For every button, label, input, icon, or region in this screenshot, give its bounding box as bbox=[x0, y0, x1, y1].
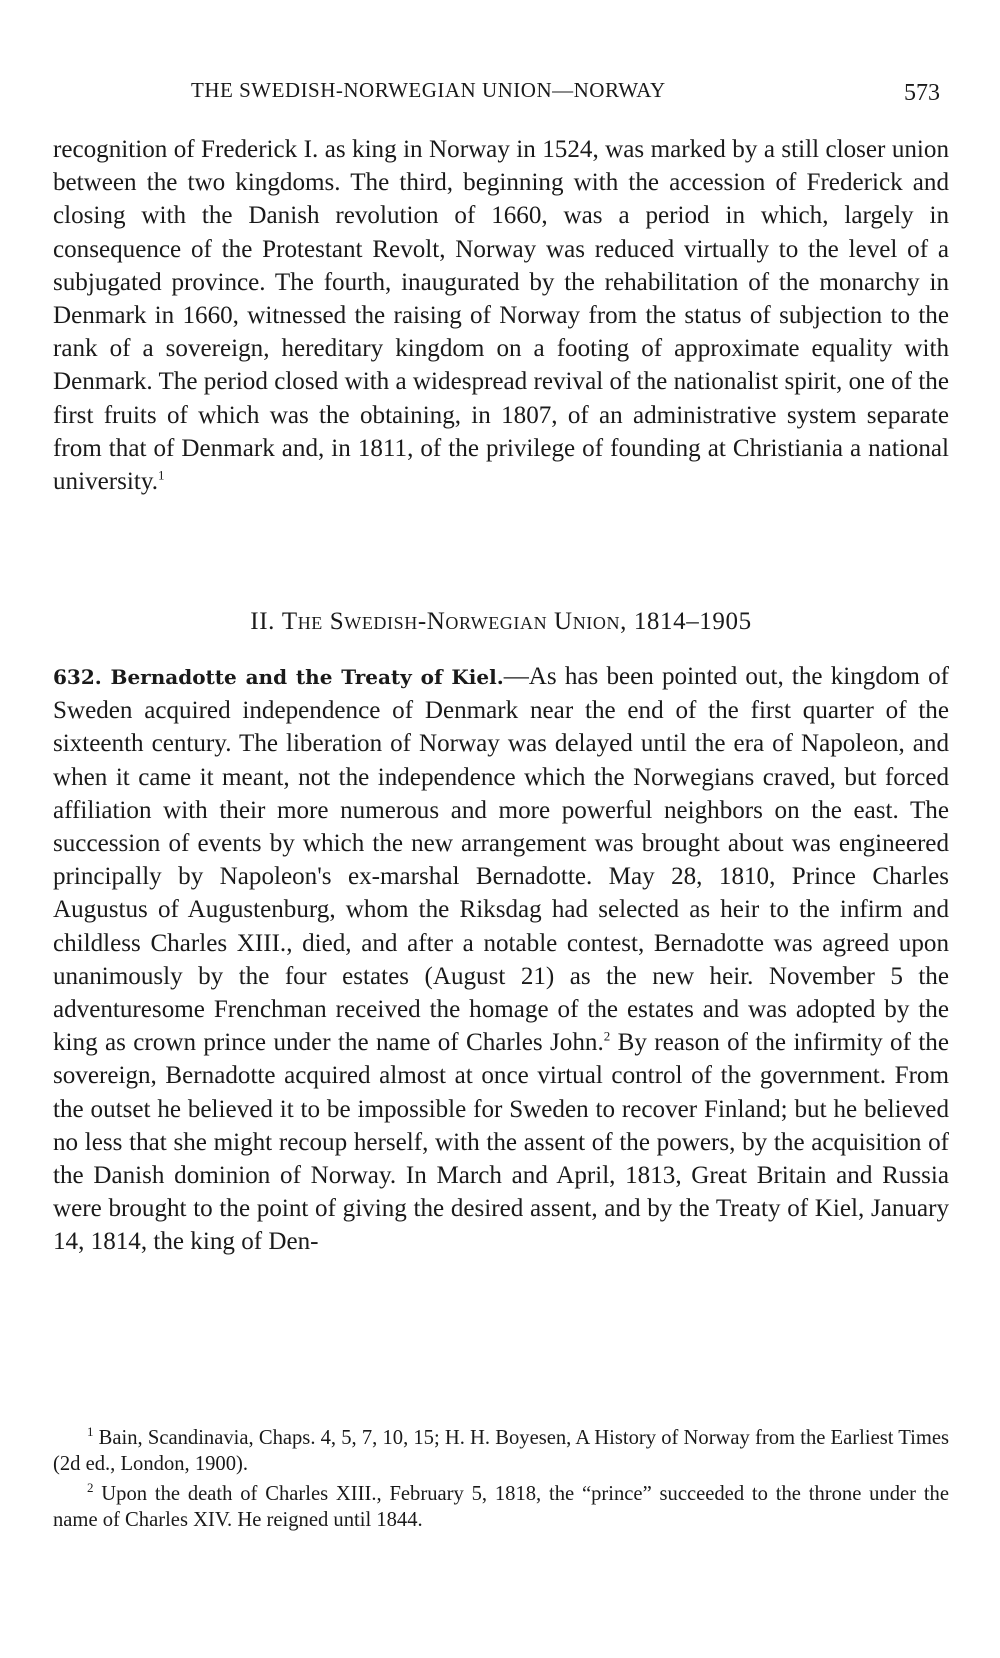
paragraph-heading: 632. Bernadotte and the Treaty of Kiel. bbox=[53, 665, 504, 689]
page-number: 573 bbox=[904, 80, 940, 106]
intro-paragraph bbox=[53, 133, 949, 498]
running-head bbox=[56, 78, 948, 108]
section-dates: 1814–1905 bbox=[633, 608, 752, 635]
footnote-ref-1: 1 bbox=[158, 467, 165, 483]
footnote-ref-2: 2 bbox=[603, 1028, 611, 1044]
footnote-2 bbox=[53, 1481, 949, 1533]
running-title: THE SWEDISH-NORWEGIAN UNION—NORWAY bbox=[191, 78, 666, 102]
intro-text: recognition of Frederick I. as king in Norway in 1524, was marked by a still closer union between the two kingdoms. The third, beginning with the accession of Frederick and closing with the Danish revolution of 1660, was a period in which, largely in consequence of the Protestant Revolt, Norway was reduced virtually to the level of a subjugated province. The fourth, inaugurated by the rehabilitation of the monarchy in Denmark in 1660, witnessed the raising of Norway from the status of subjection to the rank of a sovereign, hereditary kingdom on a footing of approximate equality with Denmark. The period closed with a widespread revival of the nationalist spirit, one of the first fruits of which was the obtaining, in 1807, of an administrative system separate from that of Denmark and, in 1811, of the privilege of founding at Christiania a national university. bbox=[53, 136, 949, 496]
footnotes bbox=[53, 1425, 949, 1537]
footnote-text-2: Upon the death of Charles XIII., February 5, 1818, the “prince” succeeded to the throne under the name of Charles XIV. He reigned until 1844. bbox=[53, 1483, 949, 1531]
footnote-mark-2: 2 bbox=[87, 1480, 94, 1496]
footnote-mark-1: 1 bbox=[87, 1424, 94, 1440]
section-heading bbox=[53, 608, 949, 636]
paragraph-632 bbox=[53, 660, 949, 1259]
paragraph-text-a: —As has been pointed out, the kingdom of Sweden acquired independence of Denmark near the end of the first quarter of the sixteenth century. The liberation of Norway was delayed until the era of Napoleon, and when it came it meant, not the independence which the Norwegians craved, but forced affiliation with their more numerous and more powerful neighbors on the east. The succession of events by which the new arrangement was brought about was engineered principally by Napoleon's ex-marshal Bernadotte. May 28, 1810, Prince Charles Augustus of Augustenburg, whom the Riksdag had selected as heir to the infirm and childless Charles XIII., died, and after a notable contest, Bernadotte was agreed upon unanimously by the four estates (August 21) as the new heir. November 5 the adventuresome Frenchman received the homage of the estates and was adopted by the king as crown prince under the name of Charles John. bbox=[53, 663, 950, 1057]
section-numeral: II. bbox=[250, 608, 275, 635]
paragraph-text-b: By reason of the infirmity of the sovereign, Bernadotte acquired almost at once virtual control of the government. From the outset he believed it to be impossible for Sweden to recover Finland; but he believed no less that she might recoup herself, with the assent of the powers, by the acquisition of the Danish dominion of Norway. In March and April, 1813, Great Britain and Russia were brought to the point of giving the desired assent, and by the Treaty of Kiel, January 14, 1814, the king of Den- bbox=[53, 1029, 949, 1256]
footnote-text-1: Bain, Scandinavia, Chaps. 4, 5, 7, 10, 15; H. H. Boyesen, A History of Norway from the Earliest Times (2d ed., London, 1900). bbox=[53, 1427, 949, 1475]
section-title: The Swedish-Norwegian Union, bbox=[281, 608, 627, 635]
footnote-1 bbox=[53, 1425, 949, 1477]
